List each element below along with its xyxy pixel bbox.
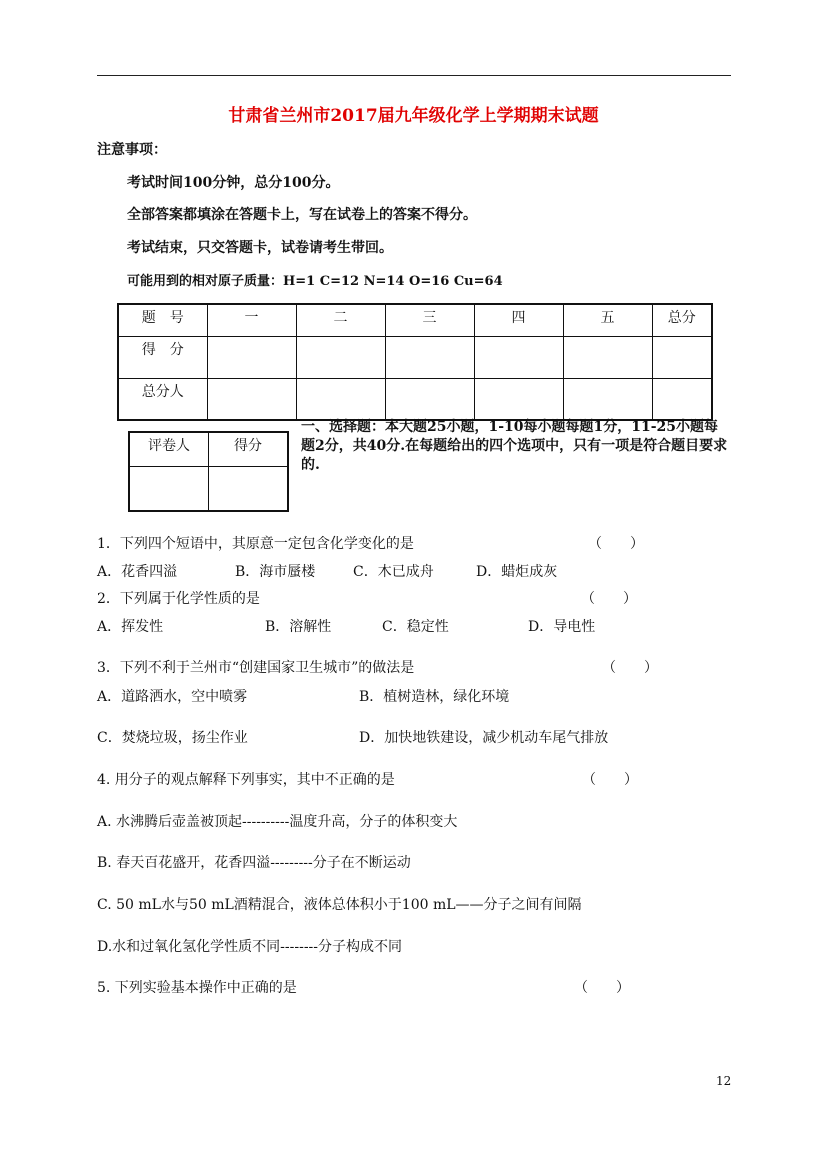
option: D．加快地铁建设，减少机动车尾气排放 — [359, 730, 609, 746]
option: D．导电性 — [528, 619, 596, 635]
score-table — [117, 303, 713, 421]
notice-item: 全部答案都填涂在答题卡上，写在试卷上的答案不得分。 — [127, 207, 477, 223]
grader-table — [128, 431, 289, 512]
score-cell — [474, 378, 563, 420]
notice-item: 考试结束，只交答题卡，试卷请考生带回。 — [127, 240, 393, 256]
option: B．植树造林，绿化环境 — [359, 689, 510, 705]
option: A．花香四溢 — [97, 564, 178, 580]
option: A．道路洒水，空中喷雾 — [97, 689, 248, 705]
option: C. 50 mL水与50 mL酒精混合，液体总体积小于100 mL——分子之间有间隔 — [97, 897, 582, 913]
score-cell — [652, 378, 712, 420]
notice-item: 考试时间100分钟，总分100分。 — [127, 175, 340, 191]
atomic-mass-line: 可能用到的相对原子质量：H=1 C=12 N=14 O=16 Cu=64 — [127, 274, 503, 289]
answer-blank: （ ） — [582, 772, 638, 788]
score-cell — [207, 378, 296, 420]
score-cell — [385, 378, 474, 420]
score-header-cell: 二 — [296, 304, 385, 336]
score-row-label: 得 分 — [118, 336, 207, 378]
header-rule — [97, 75, 731, 76]
grader-header-cell: 评卷人 — [129, 432, 209, 466]
page-title: 甘肃省兰州市2017届九年级化学上学期期末试题 — [228, 106, 599, 126]
option: A. 水沸腾后壶盖被顶起----------温度升高，分子的体积变大 — [97, 814, 458, 830]
notice-heading: 注意事项： — [97, 142, 167, 158]
section-instructions: 一、选择题：本大题25小题，1-10每小题每题1分，11-25小题每题2分，共40分.在每题给出的四个选项中，只有一项是符合题目要求的. — [301, 419, 728, 473]
score-header-cell: 五 — [563, 304, 652, 336]
question-stem: 1．下列四个短语中，其原意一定包含化学变化的是 — [97, 536, 414, 552]
option: C．木已成舟 — [353, 564, 434, 580]
option: D.水和过氧化氢化学性质不同--------分子构成不同 — [97, 939, 403, 955]
question-stem: 5. 下列实验基本操作中正确的是 — [97, 980, 297, 996]
option: B．海市蜃楼 — [235, 564, 316, 580]
question-stem: 2．下列属于化学性质的是 — [97, 591, 260, 607]
score-cell — [296, 378, 385, 420]
score-cell — [296, 336, 385, 378]
score-cell — [563, 336, 652, 378]
score-header-cell: 一 — [207, 304, 296, 336]
score-header-cell: 四 — [474, 304, 563, 336]
grader-cell — [209, 466, 289, 511]
option: B. 春天百花盛开，花香四溢---------分子在不断运动 — [97, 855, 411, 871]
question-stem: 3．下列不利于兰州市“创建国家卫生城市”的做法是 — [97, 660, 415, 676]
score-cell — [385, 336, 474, 378]
option: A．挥发性 — [97, 619, 164, 635]
score-cell — [207, 336, 296, 378]
score-row-label: 总分人 — [118, 378, 207, 420]
answer-blank: （ ） — [574, 980, 630, 996]
answer-blank: （ ） — [588, 536, 644, 552]
grader-cell — [129, 466, 209, 511]
answer-blank: （ ） — [581, 591, 637, 607]
option: B．溶解性 — [265, 619, 332, 635]
option: C．焚烧垃圾，扬尘作业 — [97, 730, 248, 746]
answer-blank: （ ） — [602, 660, 658, 676]
score-header-cell: 三 — [385, 304, 474, 336]
option: D．蜡炬成灰 — [476, 564, 558, 580]
option: C．稳定性 — [382, 619, 449, 635]
grader-header-cell: 得分 — [209, 432, 289, 466]
score-header-cell: 总分 — [652, 304, 712, 336]
score-header-cell: 题 号 — [118, 304, 207, 336]
score-cell — [563, 378, 652, 420]
page-number: 12 — [716, 1074, 732, 1088]
score-cell — [652, 336, 712, 378]
score-cell — [474, 336, 563, 378]
question-stem: 4. 用分子的观点解释下列事实，其中不正确的是 — [97, 772, 395, 788]
